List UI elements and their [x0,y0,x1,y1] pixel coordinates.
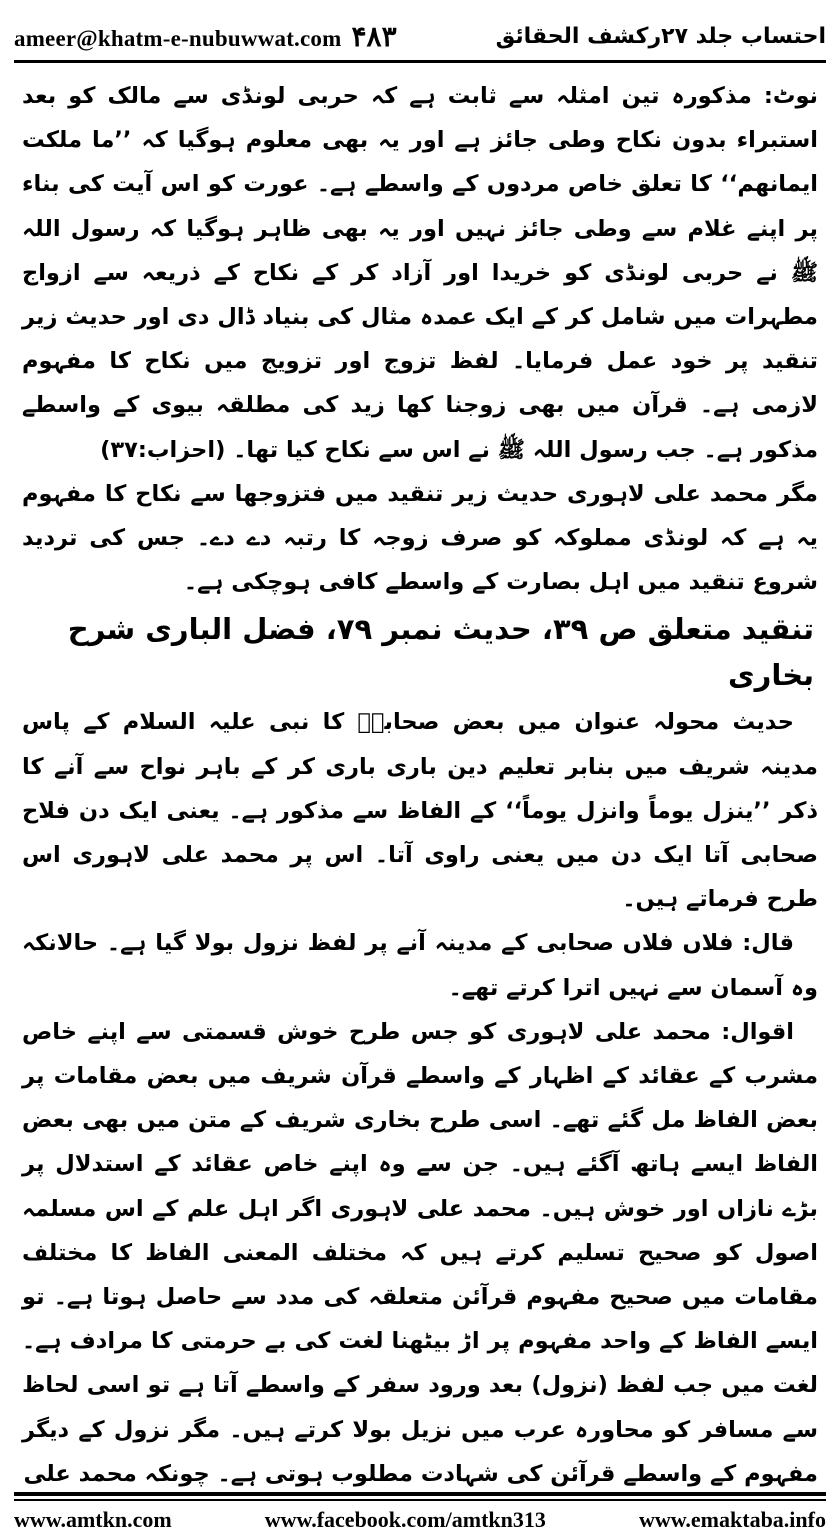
footer-link-facebook[interactable]: www.facebook.com/amtkn313 [264,1507,546,1532]
paragraph-rebuttal: مگر محمد علی لاہوری حدیث زیر تنقید میں فتزوجھا سے نکاح کا مفہوم یہ ہے کہ لونڈی مملوکہ کو صرف زوجہ کا رتبہ دے دے۔ جس کی تردید شروع تنقید میں اہل بصارت کے واسطے کافی ہوچکی ہے۔ [22,480,818,596]
page-footer [14,1503,826,1537]
paragraph-hadith: حدیث محولہ عنوان میں بعض صحابہؓ کا نبی علیہ السلام کے پاس مدینہ شریف میں بنابر تعلیم دین باری باری کر کے باہر نواح سے آنے کا ذکر ’’ینزل یوماً وانزل یوماً‘‘ کے الفاظ سے مذکور ہے۔ یعنی ایک دن فلاح صحابی آتا ایک دن میں یعنی راوی آتا۔ اس پر محمد علی لاہوری اس طرح فرماتے ہیں۔ [22,709,818,913]
page-number: ۴۸۳ [351,19,397,53]
paragraph-note: نوٹ: مذکورہ تین امثلہ سے ثابت ہے کہ حربی لونڈی سے مالک کو بعد استبراء بدون نکاح وطی جائز ہے اور یہ بھی معلوم ہوگیا کہ ’’ما ملکت ایمانھم‘‘ کا تعلق خاص مردوں کے واسطے ہے۔ عورت کو اس آیت کی بناء پر اپنے غلام سے وطی جائز نہیں اور یہ بھی ظاہر ہوگیا کہ رسول اللہ ﷺ نے حربی لونڈی کو خریدا اور آزاد کر کے نکاح کے ذریعہ سے ازواج مطہرات میں شامل کر کے ایک عمدہ مثال کی بنیاد ڈال دی اور حدیث زیر تنقید پر خود عمل فرمایا۔ لفظ تزوج اور تزویج میں نکاح کا مفہوم لازمی ہے۔ قرآن میں بھی زوجنا کھا زید کی مطلقہ بیوی کے واسطے مذکور ہے۔ جب رسول اللہ ﷺ نے اس سے نکاح کیا تھا۔ (احزاب:۳۷) [22,83,818,463]
footer-divider-thick [14,1492,826,1496]
header-divider [14,60,826,63]
paragraph-qaal: قال: فلاں فلاں صحابی کے مدینہ آنے پر لفظ نزول بولا گیا ہے۔ حالانکہ وہ آسمان سے نہیں اترا کرتے تھے۔ [22,930,818,1001]
footer-link-amtkn[interactable]: www.amtkn.com [14,1507,172,1532]
footer-divider-thin [14,1499,826,1501]
page-header [14,14,826,58]
section-heading: تنقید متعلق ص ۳۹، حدیث نمبر ۷۹، فضل الباری شرح بخاری [67,612,814,693]
paragraph-aqwal: اقوال: محمد علی لاہوری کو جس طرح خوش قسمتی سے اپنے خاص مشرب کے عقائد کے اظہار کے واسطے قرآن شریف میں بعض مقامات پر بعض الفاظ مل گئے تھے۔ اسی طرح بخاری شریف کے متن میں بھی بعض الفاظ ایسے ہاتھ آگئے ہیں۔ جن سے وہ اپنے خاص عقائد کے استدلال پر بڑے نازاں اور خوش ہیں۔ محمد علی لاہوری اگر اہل علم کے اس مسلمہ اصول کو صحیح تسلیم کرتے ہیں کہ مختلف المعنی الفاظ کا مختلف مقامات میں صحیح مفہوم قرآئن متعلقہ کی مدد سے حاصل ہوتا ہے۔ تو ایسے الفاظ کے واحد مفہوم پر اڑ بیٹھنا لغت کی بے حرمتی کا مرادف ہے۔ لغت میں جب لفظ (نزول) بعد ورود سفر کے واسطے آتا ہے تو اسی لحاظ سے مسافر کو محاورہ عرب میں نزیل بولا کرتے ہیں۔ مگر نزول کے دیگر مفہوم کے واسطے قرآئن کی شہادت مطلوب ہوتی ہے۔ چونکہ محمد علی [22,1018,818,1487]
header-left [14,20,397,53]
header-email: ameer@khatm-e-nubuwwat.com [14,25,342,51]
footer-link-emaktaba[interactable]: www.emaktaba.info [638,1507,826,1532]
page-body [22,74,818,1487]
book-title: احتساب جلد ۲۷رکشف الحقائق [495,23,826,49]
